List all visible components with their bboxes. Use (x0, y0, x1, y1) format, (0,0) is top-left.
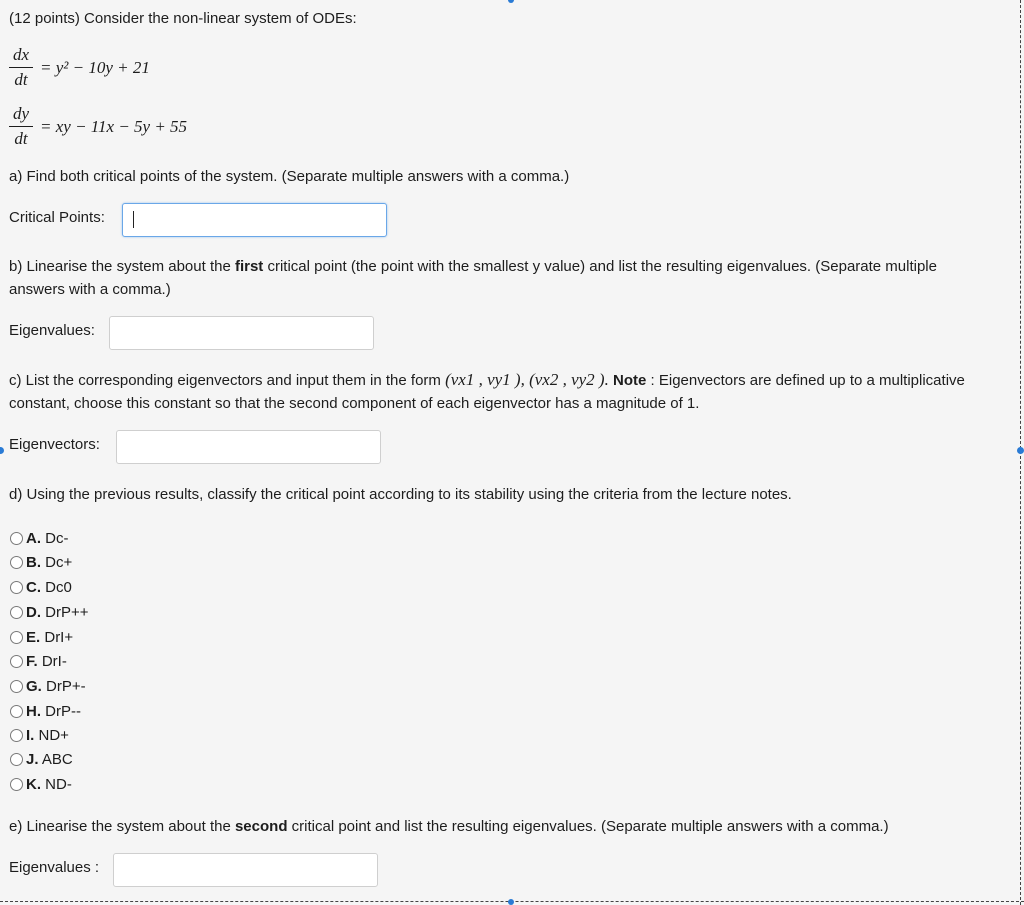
option-text: DrI+ (44, 629, 74, 646)
part-d-prompt: d) Using the previous results, classify the critical point according to its stability using the criteria from the lecture notes. (9, 486, 792, 503)
radio-button[interactable] (10, 778, 23, 791)
critical-points-label: Critical Points: (9, 209, 105, 226)
option-g[interactable] (10, 677, 86, 697)
resize-handle-left[interactable] (0, 447, 4, 454)
option-letter: F. (26, 653, 38, 670)
eigenvalues-b-label: Eigenvalues: (9, 322, 95, 339)
eq1-numerator: dx (12, 45, 30, 64)
radio-button[interactable] (10, 532, 23, 545)
radio-button[interactable] (10, 655, 23, 668)
radio-button[interactable] (10, 556, 23, 569)
option-k[interactable] (10, 775, 72, 795)
eigenvalues-e-input[interactable] (113, 853, 378, 887)
equation-2-rhs: = xy − 11x − 5y + 55 (40, 117, 188, 136)
part-a-prompt: a) Find both critical points of the system. (Separate multiple answers with a comma.) (9, 168, 570, 185)
option-letter: C. (26, 579, 41, 596)
text-caret (133, 211, 134, 228)
option-text: DrI- (41, 653, 67, 670)
radio-button[interactable] (10, 729, 23, 742)
option-letter: G. (26, 678, 42, 695)
option-letter: H. (26, 703, 41, 720)
radio-button[interactable] (10, 753, 23, 766)
option-letter: A. (26, 530, 41, 547)
equation-1-rhs: = y² − 10y + 21 (40, 58, 150, 77)
option-letter: D. (26, 604, 41, 621)
part-b-text-2: critical point (the point with the smallest y value) and list the resulting eigenvalues. (Separate multiple answers with a comma.) (9, 258, 937, 298)
part-c-text-1: c) List the corresponding eigenvectors and input them in the form (9, 372, 446, 389)
option-e[interactable] (10, 628, 73, 648)
radio-button[interactable] (10, 606, 23, 619)
part-e-text-2: critical point and list the resulting eigenvalues. (Separate multiple answers with a comma.) (287, 818, 889, 835)
eigenvectors-label: Eigenvectors: (9, 436, 100, 453)
option-j[interactable] (10, 750, 73, 770)
resize-handle-bottom[interactable] (508, 899, 514, 905)
radio-button[interactable] (10, 631, 23, 644)
resize-handle-top[interactable] (508, 0, 514, 3)
part-e-prompt (9, 815, 969, 838)
radio-button[interactable] (10, 705, 23, 718)
option-text: Dc- (45, 530, 69, 547)
option-text: DrP-- (45, 703, 81, 720)
eq1-denominator: dt (14, 70, 28, 89)
radio-button[interactable] (10, 581, 23, 594)
part-b-bold: first (234, 258, 264, 275)
option-i[interactable] (10, 726, 69, 746)
option-b[interactable] (10, 553, 72, 573)
eigenvectors-input[interactable] (116, 430, 381, 464)
part-e-bold: second (234, 818, 288, 835)
question-header: (12 points) Consider the non-linear system of ODEs: (9, 10, 357, 27)
eigenvalues-e-label: Eigenvalues : (9, 859, 100, 876)
equation-1-derivative (9, 45, 33, 90)
eq2-denominator: dt (14, 129, 28, 148)
option-h[interactable] (10, 702, 81, 722)
option-a[interactable] (10, 529, 69, 549)
part-c-note: Note (613, 372, 647, 389)
option-text: DrP++ (45, 604, 89, 621)
option-letter: J. (26, 751, 39, 768)
part-b-text-1: b) Linearise the system about the (9, 258, 235, 275)
eigenvalues-b-input[interactable] (109, 316, 374, 350)
radio-button[interactable] (10, 680, 23, 693)
option-text: ND- (45, 776, 72, 793)
part-c-prompt (9, 368, 969, 415)
eq2-numerator: dy (12, 104, 30, 123)
option-text: ABC (41, 751, 73, 768)
option-d[interactable] (10, 603, 89, 623)
option-letter: K. (26, 776, 41, 793)
critical-points-input[interactable] (122, 203, 387, 237)
equation-2-derivative (9, 104, 33, 149)
option-text: Dc0 (45, 579, 72, 596)
option-c[interactable] (10, 578, 72, 598)
option-text: ND+ (38, 727, 69, 744)
option-letter: B. (26, 554, 41, 571)
part-e-text-1: e) Linearise the system about the (9, 818, 235, 835)
option-f[interactable] (10, 652, 67, 672)
resize-handle-right[interactable] (1017, 447, 1024, 454)
option-letter: I. (26, 727, 35, 744)
part-b-prompt (9, 255, 969, 301)
option-text: Dc+ (45, 554, 73, 571)
part-c-text-2: : Eigenvectors are defined up to a multiplicative constant, choose this constant so that the second component of each eigenvector has a magnitude of 1. (9, 372, 965, 412)
option-text: DrP+- (46, 678, 86, 695)
part-c-form: (vx1 , vy1 ), (vx2 , vy2 ). (445, 370, 609, 389)
option-letter: E. (26, 629, 41, 646)
